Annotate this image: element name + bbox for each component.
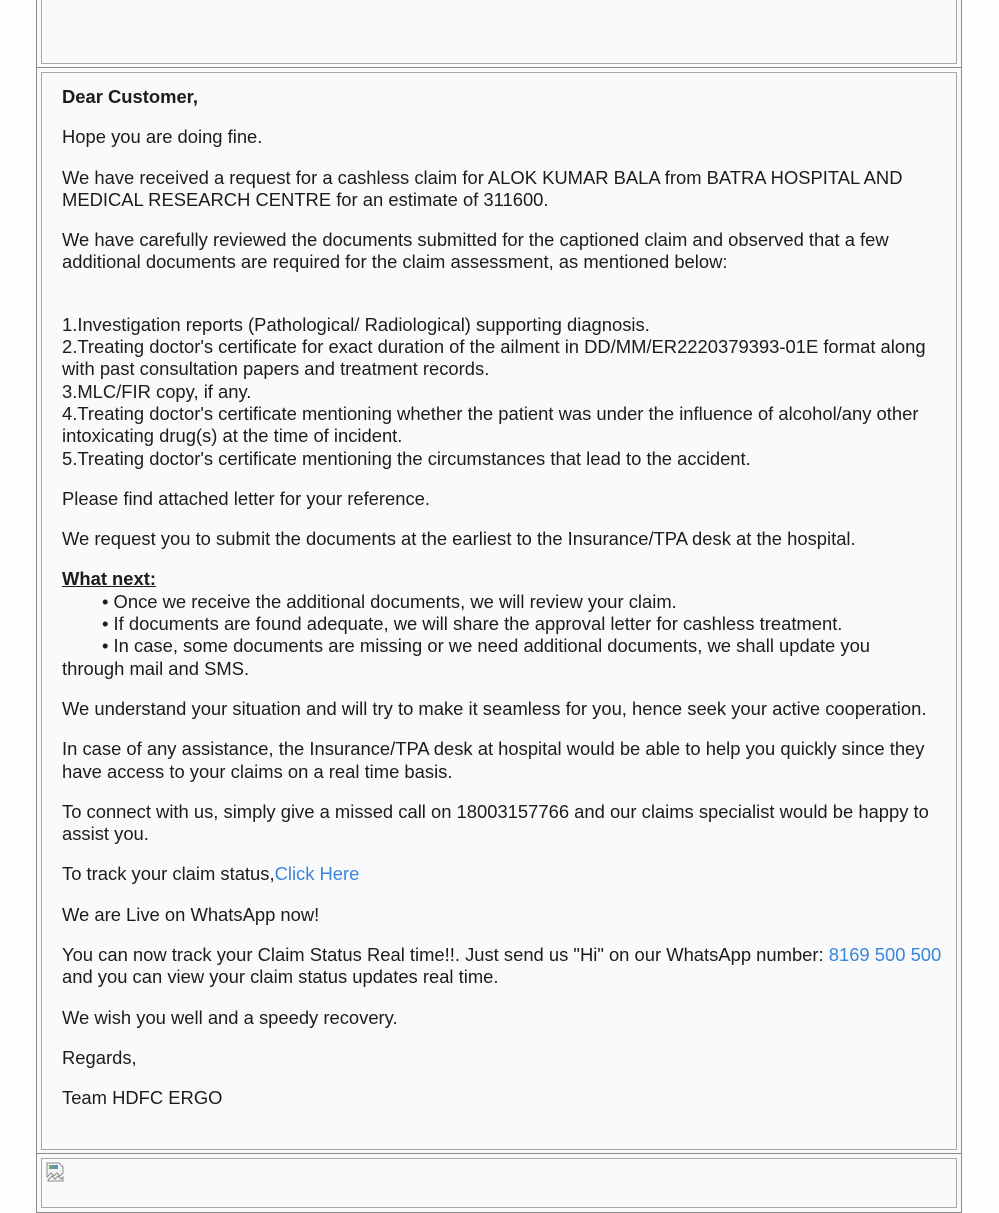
track-claim-text: To track your claim status,	[62, 863, 275, 885]
top-frame-inner	[41, 0, 957, 64]
whatsapp-text-suffix: and you can view your claim status updates real time.	[62, 966, 499, 988]
what-next-heading: What next:	[62, 568, 156, 590]
assistance-paragraph: In case of any assistance, the Insurance/TPA desk at hospital would be able to help you quickly since they have access to your claims on a real time basis.	[62, 738, 925, 782]
cooperation-paragraph: We understand your situation and will try to make it seamless for you, hence seek your active cooperation.	[62, 697, 927, 719]
top-frame	[36, 0, 962, 69]
click-here-link[interactable]: Click Here	[274, 863, 360, 885]
document-item: 5.Treating doctor's certificate mentioning the circumstances that lead to the accident.	[62, 447, 751, 469]
attachment-note: Please find attached letter for your reference.	[62, 487, 431, 509]
document-item: 4.Treating doctor's certificate mentioning whether the patient was under the influence of alcohol/any other intoxicating drug(s) at the time of incident.	[62, 402, 919, 447]
review-paragraph: We have carefully reviewed the documents submitted for the captioned claim and observed that a few additional documents are required for the claim assessment, as mentioned below:	[62, 229, 889, 273]
whatsapp-announcement: We are Live on WhatsApp now!	[62, 903, 320, 925]
regards-line: Regards,	[62, 1046, 137, 1068]
claim-request-paragraph: We have received a request for a cashless claim for ALOK KUMAR BALA from BATRA HOSPITAL AND MEDICAL RESEARCH CENTRE for an estimate of 311600.	[62, 166, 903, 210]
document-item: 3.MLC/FIR copy, if any.	[62, 380, 252, 402]
greeting: Dear Customer,	[62, 86, 198, 107]
submit-request-paragraph: We request you to submit the documents at the earliest to the Insurance/TPA desk at the hospital.	[62, 528, 856, 550]
missed-call-paragraph: To connect with us, simply give a missed call on 18003157766 and our claims specialist would be happy to assist you.	[62, 800, 929, 845]
whatsapp-number-link[interactable]: 8169 500 500	[828, 944, 942, 966]
whatsapp-text-prefix: You can now track your Claim Status Real time!!. Just send us "Hi" on our WhatsApp number:	[62, 944, 829, 966]
broken-image-icon	[45, 1161, 67, 1183]
whatsapp-paragraph	[62, 944, 956, 989]
next-step-continuation: through mail and SMS.	[62, 657, 250, 679]
bottom-frame-inner	[41, 1158, 957, 1208]
document-item: 1.Investigation reports (Pathological/ Radiological) supporting diagnosis.	[62, 313, 650, 335]
track-claim-line	[62, 863, 956, 885]
signature: Team HDFC ERGO	[62, 1087, 223, 1109]
next-step-item: • In case, some documents are missing or we need additional documents, we shall update you	[102, 635, 871, 657]
next-step-item: • Once we receive the additional documents, we will review your claim.	[102, 590, 677, 612]
next-step-item: • If documents are found adequate, we will share the approval letter for cashless treatment.	[102, 613, 843, 635]
required-documents-list	[62, 314, 956, 470]
wishes-line: We wish you well and a speedy recovery.	[62, 1006, 398, 1028]
email-content	[62, 86, 956, 1110]
bottom-frame	[36, 1153, 962, 1213]
document-item: 2.Treating doctor's certificate for exact duration of the ailment in DD/MM/ER2220379393-01E format along with past consultation papers and treatment records.	[62, 336, 926, 380]
intro-line: Hope you are doing fine.	[62, 126, 263, 148]
